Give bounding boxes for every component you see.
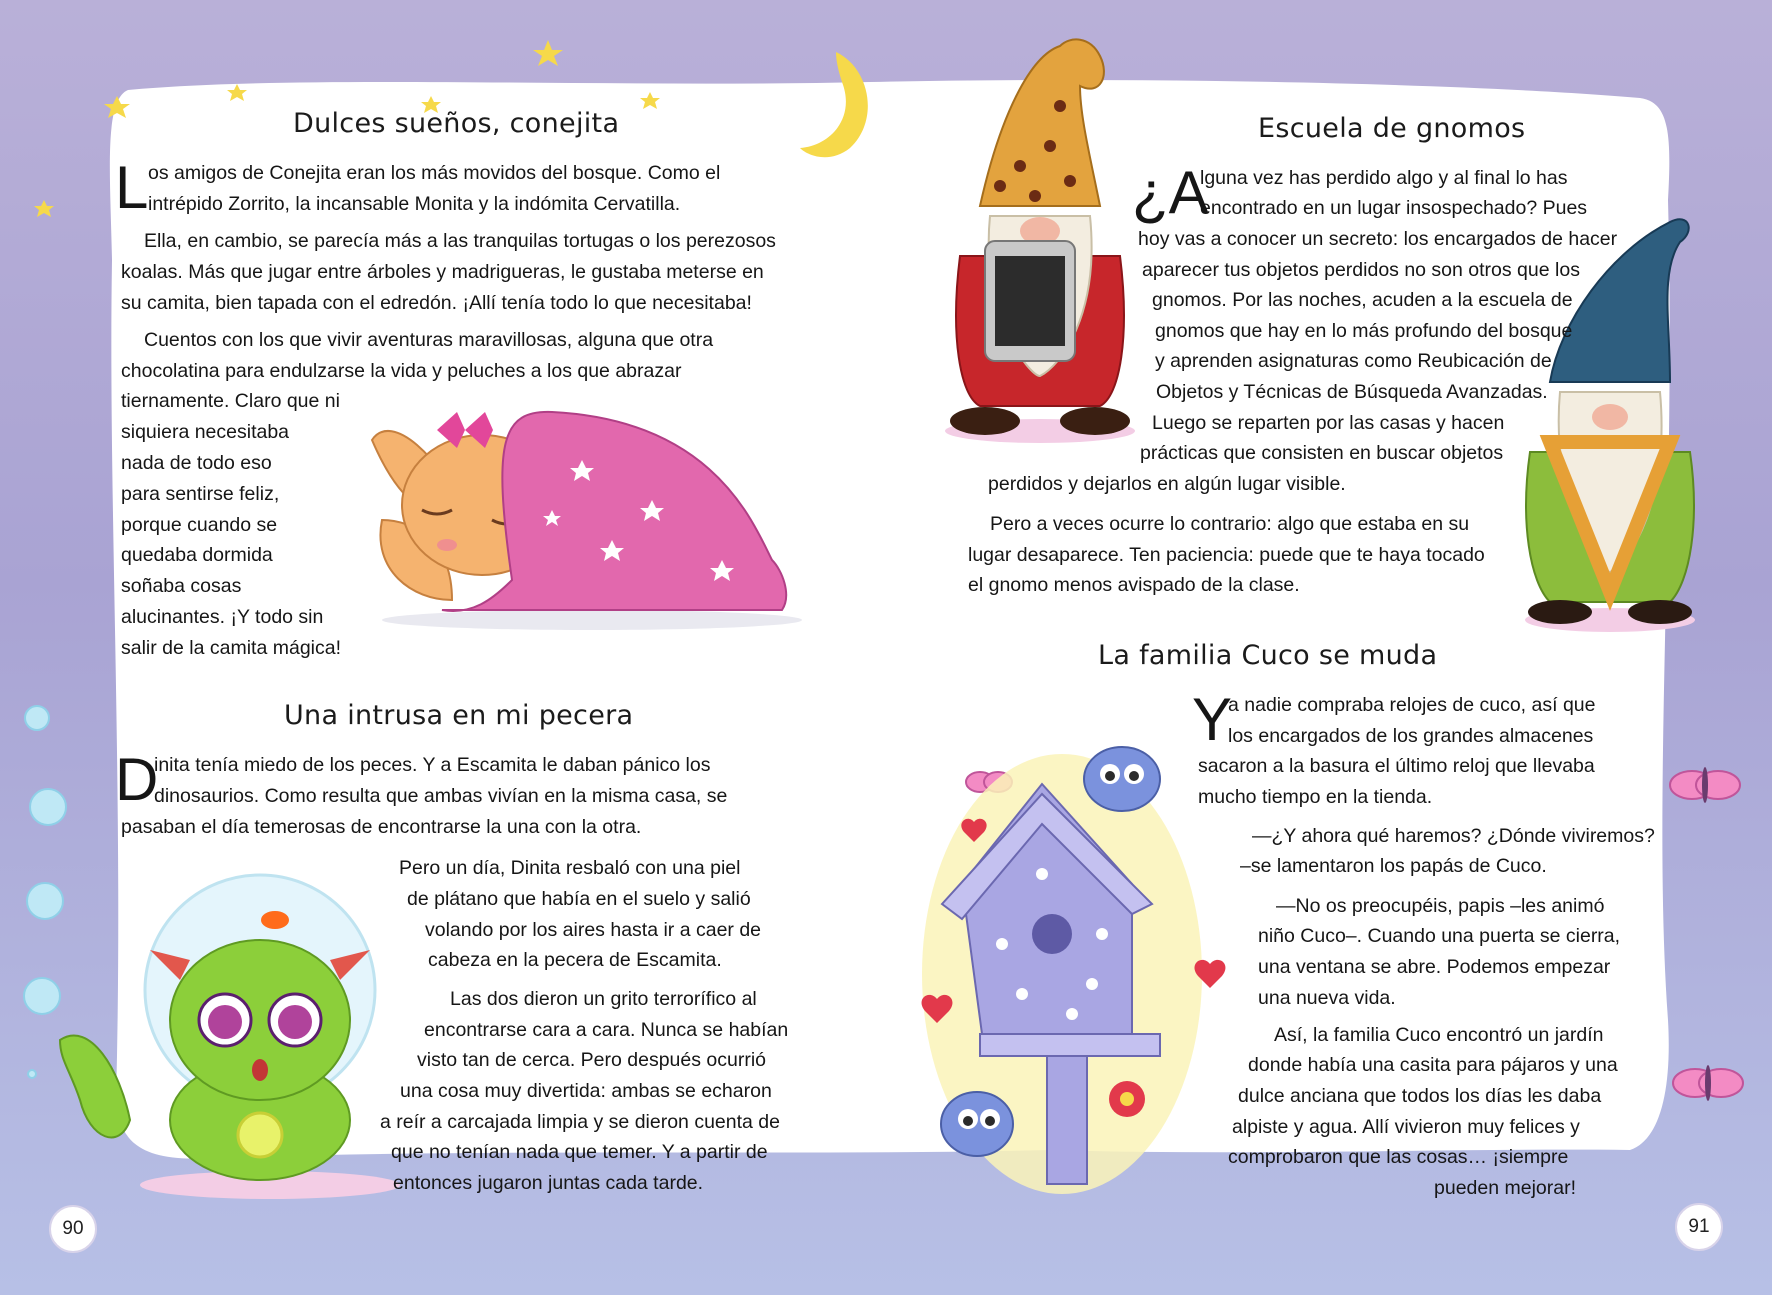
text-line: Pero un día, Dinita resbaló con una piel [399, 857, 741, 879]
text-line: cabeza en la pecera de Escamita. [428, 949, 722, 971]
text-line: dinosaurios. Como resulta que ambas vivían en la misma casa, se [154, 785, 728, 807]
text-line: tiernamente. Claro que ni [121, 390, 340, 412]
text-line: —No os preocupéis, papis –les animó [1276, 895, 1605, 917]
story-title: Escuela de gnomos [1258, 113, 1526, 144]
dropcap: ¿A [1132, 159, 1209, 226]
text-line: gnomos que hay en lo más profundo del bosque [1155, 320, 1573, 342]
text-line: una cosa muy divertida: ambas se echaron [400, 1080, 772, 1102]
gnome-illustration [940, 36, 1140, 446]
text-line: inita tenía miedo de los peces. Y a Escamita le daban pánico los [154, 754, 711, 776]
text-line: a nadie compraba relojes de cuco, así que [1228, 694, 1596, 716]
text-line: niño Cuco–. Cuando una puerta se cierra, [1258, 925, 1621, 947]
story-title: La familia Cuco se muda [1098, 640, 1438, 671]
text-line: visto tan de cerca. Pero después ocurrió [417, 1049, 767, 1071]
text-line: sacaron a la basura el último reloj que llevaba [1198, 755, 1595, 777]
text-line: pueden mejorar! [1434, 1177, 1577, 1199]
text-line: aparecer tus objetos perdidos no son otros que los [1142, 259, 1580, 281]
text-line: los encargados de los grandes almacenes [1228, 725, 1594, 747]
text-line: Las dos dieron un grito terrorífico al [450, 988, 757, 1010]
text-line: porque cuando se [121, 514, 278, 536]
text-line: Pero a veces ocurre lo contrario: algo que estaba en su [990, 513, 1470, 535]
text-line: siquiera necesitaba [121, 421, 290, 443]
text-line: Ella, en cambio, se parecía más a las tranquilas tortugas o los perezosos [144, 230, 776, 252]
text-line: Objetos y Técnicas de Búsqueda Avanzadas. [1156, 381, 1548, 403]
text-line: para sentirse feliz, [121, 483, 280, 505]
text-line: —¿Y ahora qué haremos? ¿Dónde viviremos? [1252, 825, 1655, 847]
text-line: hoy vas a conocer un secreto: los encargados de hacer [1138, 228, 1618, 250]
dropcap: L [115, 154, 149, 221]
story-title: Una intrusa en mi pecera [284, 700, 634, 731]
text-line: volando por los aires hasta ir a caer de [425, 919, 762, 941]
text-line: soñaba cosas [121, 575, 242, 597]
text-line: alpiste y agua. Allí vivieron muy felices y [1232, 1116, 1580, 1138]
dropcap: D [115, 746, 159, 813]
text-line: encontrado en un lugar insospechado? Pues [1200, 197, 1588, 219]
text-line: os amigos de Conejita eran los más movidos del bosque. Como el [148, 162, 721, 184]
text-line: que no tenían nada que temer. Y a partir de [391, 1141, 768, 1163]
story-title: Dulces sueños, conejita [293, 108, 620, 139]
text-line: alucinantes. ¡Y todo sin [121, 606, 324, 628]
text-line: de plátano que había en el suelo y salió [407, 888, 751, 910]
text-line: gnomos. Por las noches, acuden a la escuela de [1152, 289, 1573, 311]
text-line: entonces jugaron juntas cada tarde. [393, 1172, 704, 1194]
text-line: prácticas que consisten en buscar objetos [1140, 442, 1504, 464]
text-line: lugar desaparece. Ten paciencia: puede que te haya tocado [968, 544, 1485, 566]
text-line: Así, la familia Cuco encontró un jardín [1274, 1024, 1604, 1046]
text-line: perdidos y dejarlos en algún lugar visible. [988, 473, 1346, 495]
text-line: quedaba dormida [121, 544, 273, 566]
text-line: pasaban el día temerosas de encontrarse la una con la otra. [121, 816, 642, 838]
text-line: donde había una casita para pájaros y una [1248, 1054, 1618, 1076]
text-line: Cuentos con los que vivir aventuras maravillosas, alguna que otra [144, 329, 714, 351]
text-line: salir de la camita mágica! [121, 637, 342, 659]
page-number-right: 91 [1675, 1203, 1723, 1251]
text-line: koalas. Más que jugar entre árboles y madrigueras, le gustaba meterse en [121, 261, 764, 283]
dropcap: Y [1192, 686, 1233, 753]
text-line: el gnomo menos avispado de la clase. [968, 574, 1300, 596]
text-line: y aprenden asignaturas como Reubicación de [1155, 350, 1552, 372]
text-line: dulce anciana que todos los días les daba [1238, 1085, 1602, 1107]
text-line: intrépido Zorrito, la incansable Monita y la indómita Cervatilla. [148, 193, 681, 215]
text-line: –se lamentaron los papás de Cuco. [1240, 855, 1547, 877]
text-line: mucho tiempo en la tienda. [1198, 786, 1433, 808]
page-number-left: 90 [49, 1205, 97, 1253]
text-line: una ventana se abre. Podemos empezar [1258, 956, 1611, 978]
text-line: nada de todo eso [121, 452, 272, 474]
text-line: una nueva vida. [1258, 987, 1396, 1009]
text-line: lguna vez has perdido algo y al final lo has [1200, 167, 1568, 189]
text-line: comprobaron que las cosas… ¡siempre [1228, 1146, 1569, 1168]
text-line: Luego se reparten por las casas y hacen [1152, 412, 1505, 434]
dino-illustration [60, 870, 400, 1200]
bunny-illustration [352, 400, 832, 630]
text-line: chocolatina para endulzarse la vida y peluches a los que abrazar [121, 360, 682, 382]
text-line: a reír a carcajada limpia y se dieron cuenta de [380, 1111, 780, 1133]
text-line: encontrarse cara a cara. Nunca se habían [424, 1019, 789, 1041]
text-line: su camita, bien tapada con el edredón. ¡Allí tenía todo lo que necesitaba! [121, 292, 752, 314]
